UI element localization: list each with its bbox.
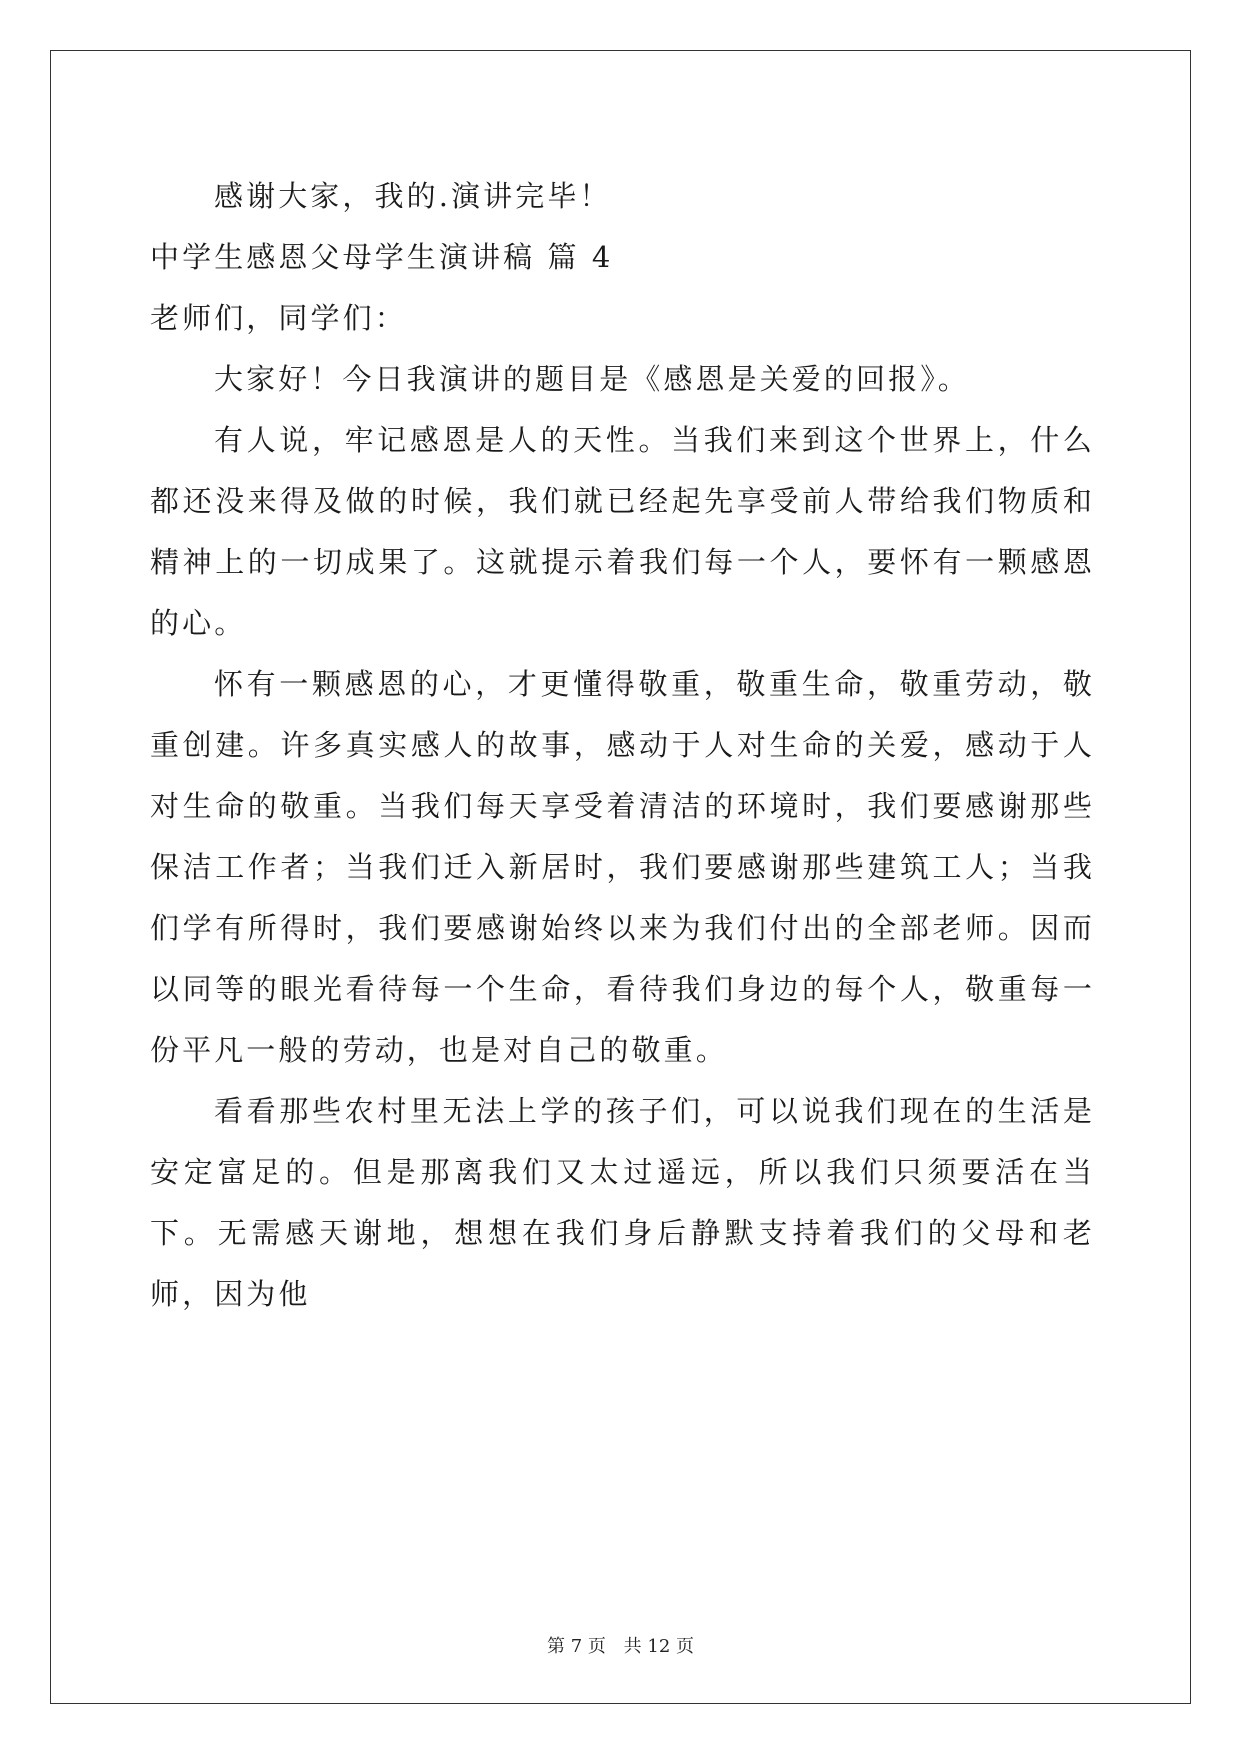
paragraph: 大家好！今日我演讲的题目是《感恩是关爱的回报》。 (214, 362, 970, 396)
page-total: 共 12 页 (623, 1636, 694, 1657)
paragraph: 看看那些农村里无法上学的孩子们，可以说我们现在的生活是安定富足的。但是那离我们又太过遥远，所以我们只须要活在当下。无需感天谢地，想想在我们身后静默支持着我们的父母和老师，因为他 (150, 1094, 1095, 1311)
document-body (150, 166, 1095, 1325)
page-number: 第 7 页 (547, 1636, 606, 1657)
paragraph: 有人说，牢记感恩是人的天性。当我们来到这个世界上，什么都还没来得及做的时候，我们就已经起先享受前人带给我们物质和精神上的一切成果了。这就提示着我们每一个人，要怀有一颗感恩的心。 (150, 423, 1095, 640)
section-title: 中学生感恩父母学生演讲稿 篇 4 (150, 240, 614, 274)
closing-line: 感谢大家，我的.演讲完毕！ (214, 179, 612, 213)
page-footer (0, 1632, 1241, 1658)
paragraph: 怀有一颗感恩的心，才更懂得敬重，敬重生命，敬重劳动，敬重创建。许多真实感人的故事，感动于人对生命的关爱，感动于人对生命的敬重。当我们每天享受着清洁的环境时，我们要感谢那些保洁工作者；当我们迁入新居时，我们要感谢那些建筑工人；当我们学有所得时，我们要感谢始终以来为我们付出的全部老师。因而以同等的眼光看待每一个生命，看待我们身边的每个人，敬重每一份平凡一般的劳动，也是对自己的敬重。 (150, 667, 1095, 1067)
salutation: 老师们，同学们： (150, 301, 407, 335)
